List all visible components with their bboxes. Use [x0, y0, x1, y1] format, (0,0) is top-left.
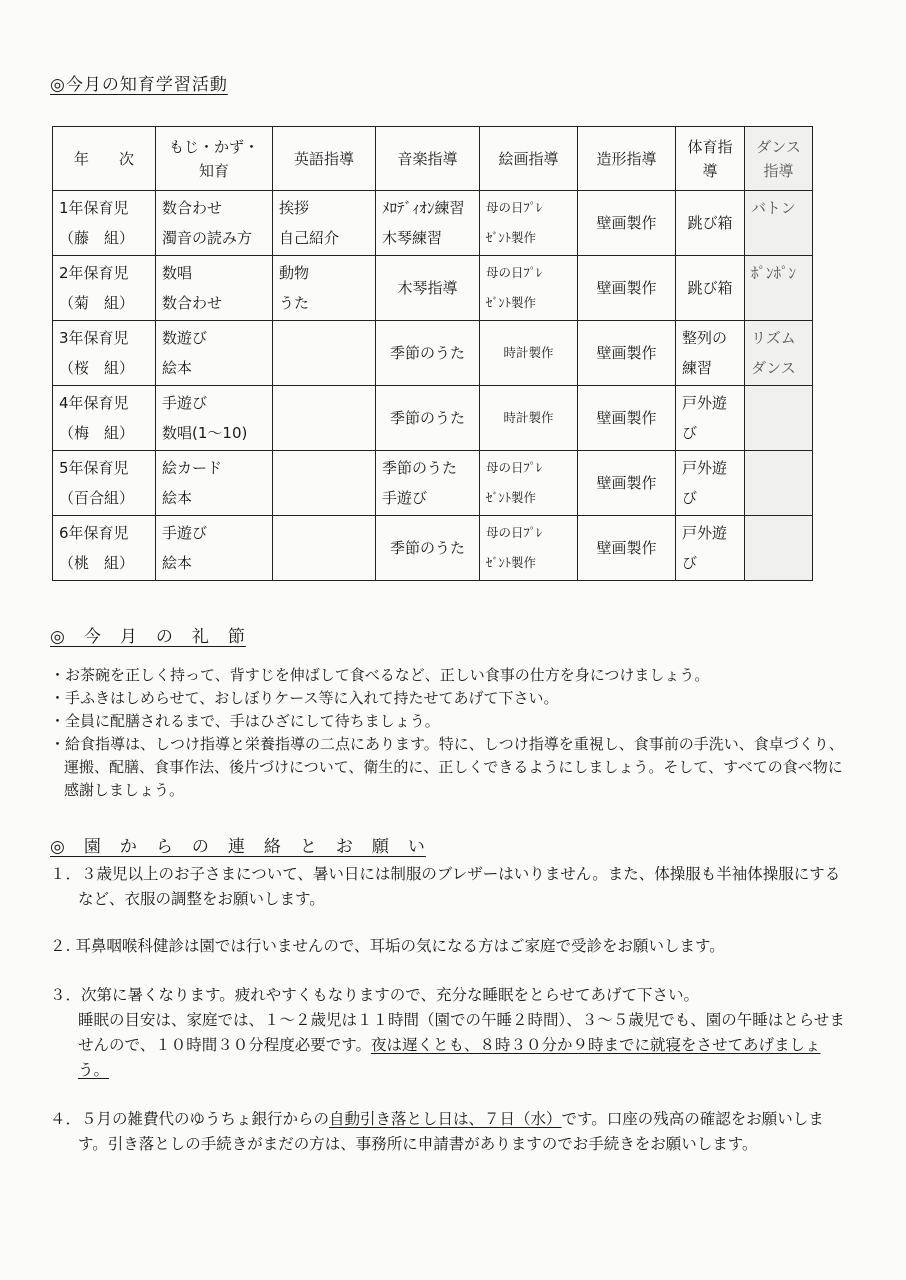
grade-group: （桃 組） [59, 554, 135, 572]
grade-grade: 2年保育児 [59, 264, 129, 282]
cell-line: 整列の [682, 329, 728, 347]
cell-grade [53, 386, 156, 451]
grade-grade: 6年保育児 [59, 524, 129, 542]
activities-title: ◎今月の知育学習活動 [50, 75, 228, 95]
cell-taiiku [676, 191, 745, 256]
cell-line: リズム [751, 329, 796, 347]
cell-line: 数唱 [162, 264, 193, 282]
cell-grade [53, 191, 156, 256]
cell-line: 動物 [279, 264, 310, 282]
cell-kaiga [480, 516, 578, 581]
cell-taiiku [676, 386, 745, 451]
table-row [53, 321, 813, 386]
header-label-line: ダンス [756, 137, 801, 156]
cell-line: び [682, 424, 698, 442]
cell-ongaku [376, 321, 480, 386]
header-kaiga [480, 127, 578, 191]
etiquette-item: ・全員に配膳されるまで、手はひざにして待ちましょう。 [50, 712, 440, 730]
cell-text: 壁画製作 [596, 344, 657, 362]
cell-zokei [578, 321, 676, 386]
cell-dance [745, 451, 813, 516]
cell-chiiku [156, 191, 273, 256]
header-eigo-label: 英語指導 [293, 149, 354, 168]
notices-list [50, 862, 850, 1157]
cell-line: 時計製作 [503, 345, 554, 360]
grade-group: （藤 組） [59, 229, 135, 247]
cell-kaiga [480, 386, 578, 451]
cell-ongaku [376, 191, 480, 256]
cell-chiiku [156, 321, 273, 386]
notice-item-4-date: 自動引き落とし日は、７日（水） [329, 1110, 562, 1128]
cell-line: 戸外遊 [682, 459, 728, 477]
table-header-row [53, 127, 813, 191]
cell-grade [53, 451, 156, 516]
notice-item-3-lead: ３．次第に暑くなります。疲れやすくもなりますので、充分な睡眠をとらせてあげて下さい。 [50, 986, 699, 1004]
cell-zokei [578, 191, 676, 256]
cell-zokei [578, 516, 676, 581]
table-row [53, 516, 813, 581]
cell-kaiga [480, 321, 578, 386]
cell-line: 練習 [682, 359, 713, 377]
cell-line: 絵本 [162, 554, 193, 572]
cell-ongaku [376, 386, 480, 451]
grade-grade: 5年保育児 [59, 459, 129, 477]
cell-line: 母の日ﾌﾟﾚ [486, 200, 543, 215]
cell-line: うた [279, 294, 310, 312]
cell-eigo [273, 256, 376, 321]
grade-group: （百合組） [59, 489, 135, 507]
cell-ongaku [376, 516, 480, 581]
table-row [53, 191, 813, 256]
notice-item-3 [50, 983, 850, 1083]
cell-kaiga [480, 256, 578, 321]
notice-item-4 [50, 1107, 850, 1157]
cell-line: 絵カード [162, 459, 223, 477]
cell-eigo [273, 321, 376, 386]
header-ongaku [376, 127, 480, 191]
cell-line: 跳び箱 [687, 214, 733, 232]
cell-kaiga [480, 451, 578, 516]
cell-eigo [273, 386, 376, 451]
header-dance [745, 127, 813, 191]
table-row [53, 451, 813, 516]
cell-text: 壁画製作 [596, 409, 657, 427]
header-grade-label: 年 次 [73, 149, 134, 168]
notice-item-1: １．３歳児以上のお子さまについて、暑い日には制服のブレザーはいりません。また、体操服も半袖体操服にするなど、衣服の調整をお願いします。 [50, 865, 841, 908]
cell-taiiku [676, 516, 745, 581]
etiquette-item: ・給食指導は、しつけ指導と栄養指導の二点にあります。特に、しつけ指導を重視し、食事前の手洗い、食卓づくり、運搬、配膳、食事作法、後片づけについて、衛生的に、正しくできるようにしましょう。そして、すべての食べ物に感謝しましょう。 [50, 735, 844, 799]
header-zokei [578, 127, 676, 191]
header-ongaku-label: 音楽指導 [397, 149, 458, 168]
cell-zokei [578, 256, 676, 321]
cell-grade [53, 321, 156, 386]
cell-text: 壁画製作 [596, 214, 657, 232]
header-label-line: 指導 [763, 161, 794, 180]
cell-line: 絵本 [162, 489, 193, 507]
cell-grade [53, 516, 156, 581]
cell-kaiga [480, 191, 578, 256]
notice-item-3-emphasis: 夜は遅くとも、８時３０分か９時までに就寝をさせてあげましょう。 [78, 1036, 821, 1079]
notice-item-2: ２. 耳鼻咽喉科健診は園では行いませんので、耳垢の気になる方はご家庭で受診をお願いします。 [50, 937, 725, 955]
header-chiiku [156, 127, 273, 191]
notice-item-4-pre: ４．５月の雑費代のゆうちょ銀行からの [50, 1110, 330, 1128]
cell-line: バトン [751, 199, 796, 217]
grade-grade: 1年保育児 [59, 199, 129, 217]
cell-line: 数遊び [162, 329, 208, 347]
cell-line: ｾﾞﾝﾄ製作 [486, 490, 537, 505]
cell-line: ｾﾞﾝﾄ製作 [486, 230, 537, 245]
cell-eigo [273, 516, 376, 581]
cell-dance [745, 386, 813, 451]
cell-line: ﾎﾟﾝﾎﾟﾝ [751, 264, 797, 282]
header-label-line: 知育 [198, 161, 229, 180]
cell-line: 絵本 [162, 359, 193, 377]
grade-grade: 3年保育児 [59, 329, 129, 347]
header-label-line: 導 [702, 161, 718, 180]
cell-ongaku [376, 451, 480, 516]
table-row [53, 386, 813, 451]
cell-line: 時計製作 [503, 410, 554, 425]
cell-line: 戸外遊 [682, 394, 728, 412]
cell-text: 壁画製作 [596, 474, 657, 492]
cell-line: ﾒﾛﾃﾞｨｵﾝ練習 [382, 199, 465, 217]
cell-line: ｾﾞﾝﾄ製作 [486, 295, 537, 310]
cell-chiiku [156, 386, 273, 451]
cell-line: 挨拶 [279, 199, 310, 217]
cell-dance [745, 256, 813, 321]
header-eigo [273, 127, 376, 191]
header-label-line: もじ・かず・ [168, 137, 259, 156]
cell-line: 戸外遊 [682, 524, 728, 542]
header-taiiku [676, 127, 745, 191]
etiquette-list [50, 664, 850, 802]
etiquette-item: ・お茶碗を正しく持って、背すじを伸ばして食べるなど、正しい食事の仕方を身につけましょう。 [50, 666, 710, 684]
cell-taiiku [676, 321, 745, 386]
cell-chiiku [156, 516, 273, 581]
header-grade [53, 127, 156, 191]
etiquette-item: ・手ふきはしめらせて、おしぼりケース等に入れて持たせてあげて下さい。 [50, 689, 559, 707]
notices-title: ◎ 園 か ら の 連 絡 と お 願 い [50, 837, 426, 857]
cell-text: 壁画製作 [596, 539, 657, 557]
grade-group: （桜 組） [59, 359, 135, 377]
cell-line: び [682, 489, 698, 507]
cell-line: 母の日ﾌﾟﾚ [486, 265, 543, 280]
etiquette-title: ◎ 今 月 の 礼 節 [50, 627, 246, 647]
cell-line: 手遊び [162, 524, 208, 542]
header-zokei-label: 造形指導 [596, 149, 657, 168]
cell-line: 数合わせ [162, 294, 223, 312]
cell-eigo [273, 451, 376, 516]
cell-dance [745, 516, 813, 581]
cell-zokei [578, 451, 676, 516]
cell-line: 自己紹介 [279, 229, 340, 247]
header-kaiga-label: 絵画指導 [498, 149, 559, 168]
cell-chiiku [156, 256, 273, 321]
cell-line: 母の日ﾌﾟﾚ [486, 525, 543, 540]
header-label-line: 体育指 [687, 137, 733, 156]
cell-line: 母の日ﾌﾟﾚ [486, 460, 543, 475]
cell-line: 手遊び [162, 394, 208, 412]
cell-line: び [682, 554, 698, 572]
grade-group: （梅 組） [59, 424, 135, 442]
cell-line: 季節のうた [389, 409, 465, 427]
cell-zokei [578, 386, 676, 451]
cell-line: 季節のうた [382, 459, 458, 477]
cell-eigo [273, 191, 376, 256]
cell-line: ダンス [751, 359, 796, 377]
cell-line: ｾﾞﾝﾄ製作 [486, 555, 537, 570]
cell-line: 季節のうた [389, 539, 465, 557]
cell-line: 木琴指導 [397, 279, 458, 297]
cell-text: 壁画製作 [596, 279, 657, 297]
cell-chiiku [156, 451, 273, 516]
cell-line: 数唱(1～10) [162, 424, 248, 442]
cell-line: 手遊び [382, 489, 428, 507]
table-row [53, 256, 813, 321]
cell-taiiku [676, 256, 745, 321]
notice-item-4-post: です。口座の残高の確認をお願いします。引き落としの手続きがまだの方は、事務所に申請書がありますのでお手続きをお願いします。 [78, 1110, 824, 1153]
cell-line: 季節のうた [389, 344, 465, 362]
cell-ongaku [376, 256, 480, 321]
notice-item-3-body: 睡眠の目安は、家庭では、１～２歳児は１１時間（園での午睡２時間）、３～５歳児でも、園の午睡はとらせませんので、１０時間３０分程度必要です。 [78, 1011, 845, 1054]
grade-grade: 4年保育児 [59, 394, 129, 412]
activities-table [52, 126, 813, 581]
cell-dance [745, 191, 813, 256]
cell-line: 濁音の読み方 [162, 229, 253, 247]
cell-dance [745, 321, 813, 386]
cell-line: 跳び箱 [687, 279, 733, 297]
cell-taiiku [676, 451, 745, 516]
cell-line: 木琴練習 [382, 229, 443, 247]
cell-line: 数合わせ [162, 199, 223, 217]
grade-group: （菊 組） [59, 294, 135, 312]
cell-grade [53, 256, 156, 321]
